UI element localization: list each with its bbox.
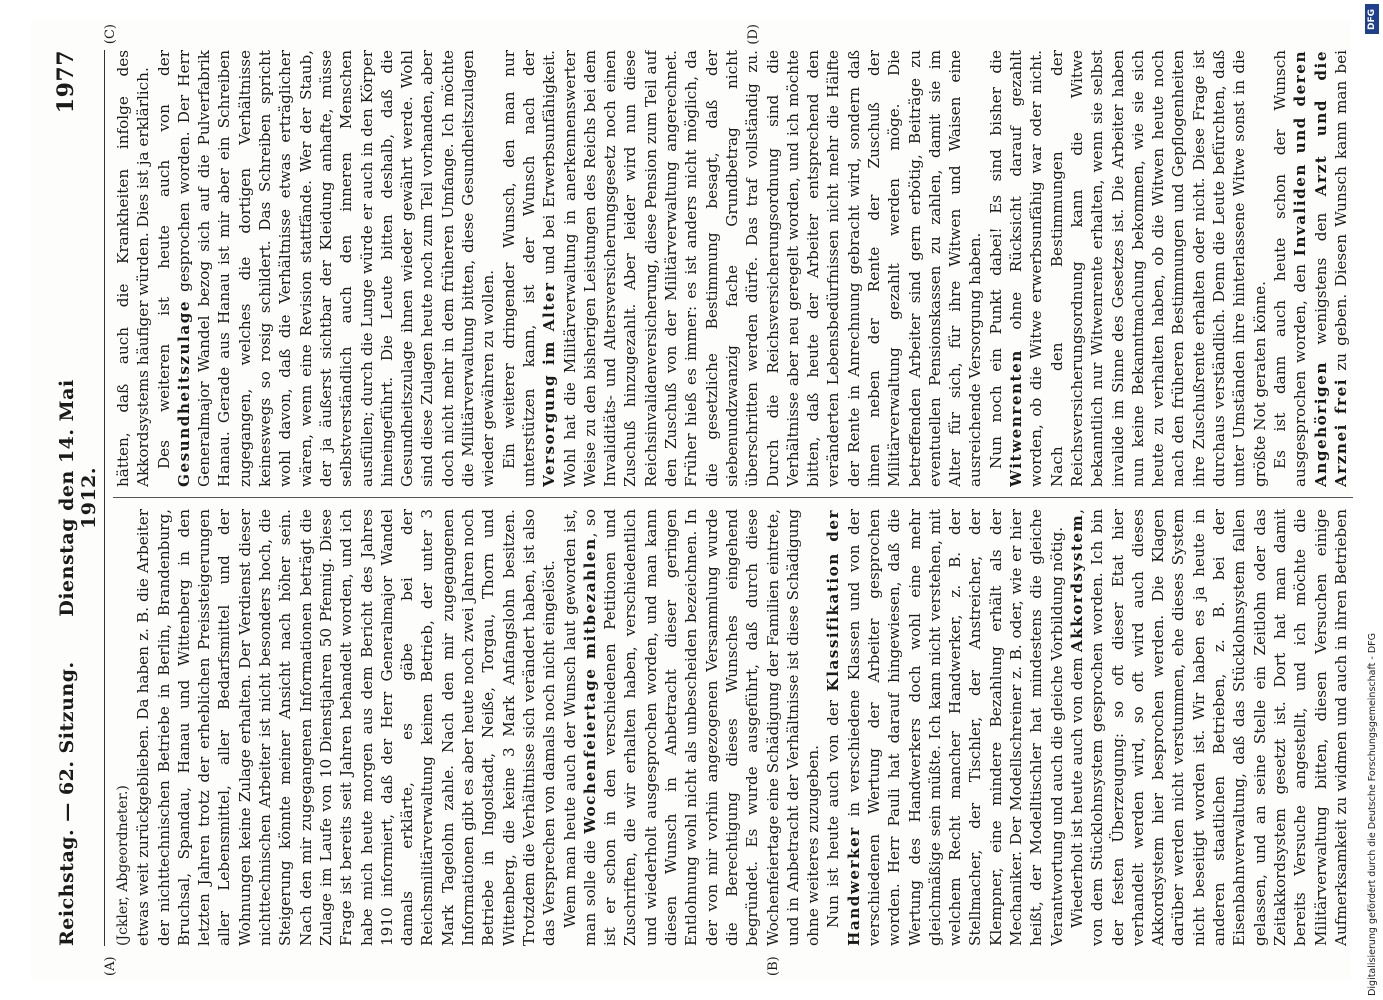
rotated-scanned-page: [31, 20, 1351, 980]
paragraph: Ein weiterer dringender Wunsch, den man nur unterstützen kann, ist der Wunsch nach der Versorgung im Alter und bei Erwerbsunfähigkeit. Wohl hat die Militärverwaltung in anerkennenswerter Weise zu den bisherigen Leistungen des Reichs bei dem Invaliditäts- und Altersversicherungsgesetz noch einen Zuschuß hinzugezahlt. Aber leider wird nun diese Reichsinvalidenversicherung, diese Pension zum Teil auf den Zuschuß von der Militärverwaltung angerechnet. Früher hieß es immer: es ist anders nicht möglich, da die gesetzliche Bestimmung besagt, daß der siebenundzwanzig fache Grundbetrag nicht überschritten werden dürfe. Das traf vollständig zu. Durch die Reichsversicherungsordnung sind die Verhältnisse aber neu geregelt worden, und ich möchte bitten, daß heute der Arbeiter entsprechend den veränderten Lebensbedürfnissen nicht mehr die Hälfte der Rente in Anrechnung gebracht wird, sondern daß ihnen neben der Rente der Zuschuß der Militärverwaltung gezahlt werden möge. Die betreffenden Arbeiter sind gern erbötig, Beiträge zu eventuellen Pensionskassen zu zahlen, damit sie im Alter für sich, für ihre Witwen und Waisen eine ausreichende Versorgung haben.: [499, 50, 985, 487]
paragraph: Wiederholt ist heute auch von dem Akkordsystem, von dem Stücklohnsystem gesprochen worden. Ich bin der festen Überzeugung: so oft dieser Etat hier verhandelt werden wird, so oft wird auch dieses Akkordsystem hier besprochen werden. Die Klagen darüber werden nicht verstummen, ehe dieses System nicht beseitigt worden ist. Wir haben es ja heute in anderen staatlichen Betrieben, z. B. bei der Eisenbahnverwaltung, daß das Stücklohnsystem fallen gelassen, und an seine Stelle ein Zeitlohn oder das Zeitakkordsystem gesetzt ist. Dort hat man damit bereits Versuche angestellt, und ich möchte die Militärverwaltung bitten, diesen Versuchen einige Aufmerksamkeit zu widmen und auch in ihren Betrieben: [1067, 509, 1350, 946]
speaker-label: (Jckler, Abgeordneter.): [115, 785, 131, 946]
emphasis: Gesundheitszulage: [174, 300, 193, 487]
emphasis: Witwenrenten: [1007, 349, 1026, 487]
emphasis: Arzt und die Arznei frei: [1311, 50, 1350, 487]
paragraph: Wenn man heute auch der Wunsch laut geworden ist, man solle die Wochenfeiertage mitbezahlen, so ist er schon in den verschiedenen Petitionen und Zuschriften, die wir erhalten haben, verschiedentlich und wiederholt ausgesprochen worden, und man kann diesen Wunsch in Anbetracht dieser geringen Entlohnung wohl nicht als unbescheiden bezeichnen. In der von mir vorhin angezogenen Versammlung wurde die Berechtigung dieses Wunsches eingehend begründet. Es wurde ausgeführt, daß durch diese Wochenfeiertage eine Schädigung der Familien eintrete, und in Anbetracht der Verhältnisse ist diese Schädigung ohne weiteres zuzugeben.: [560, 509, 823, 946]
text-columns: [113, 50, 1353, 946]
paragraph: Des weiteren ist heute auch von der Gesundheitszulage gesprochen worden. Der Herr Generalmajor Wandel bezog sich auf die Pulverfabrik Hanau. Gerade aus Hanau ist mir aber ein Schreiben zugegangen, welches die dortigen Verhältnisse keineswegs so rosig schildert. Das Schreiben spricht wohl davon, daß die Verhältnisse etwas erträglicher wären, wenn eine Revision stattfände. Wer der Staub, der ja äußerst sichtbar der Kleidung anhafte, müsse selbstverständlich auch den inneren Menschen ausfüllen; durch die Lunge würde er auch in den Körper hineingeführt. Die Leute bitten deshalb, daß die Gesundheitszulage ihnen wieder gewährt werde. Wohl sind diese Zulagen heute noch zum Teil vorhanden, aber doch nicht mehr in dem früheren Umfange. Ich möchte die Militärverwaltung bitten, diese Gesundheitszulagen wieder gewähren zu wollen.: [154, 50, 498, 487]
margin-marker-a: (A): [103, 956, 118, 976]
digitization-credit: Digitalisierung gefördert durch die Deutsche Forschungsgemeinschaft - DFG: [1366, 633, 1378, 996]
left-column: [113, 509, 1353, 946]
emphasis: Klassifikation der Handwerker: [824, 509, 863, 946]
page-number: 1977: [53, 49, 79, 114]
dfg-logo: DFG: [1365, 4, 1379, 34]
paragraph: Nun noch ein Punkt dabei! Es sind bisher die Witwenrenten ohne Rücksicht darauf gezahlt worden, ob die Witwe erwerbsunfähig war oder nicht. Nach den Bestimmungen der Reichsversicherungsordnung kann die Witwe bekanntlich nur Witwenrente erhalten, wenn sie selbst invalide im Sinne des Gesetzes ist. Die Arbeiter haben nun keine Bekanntmachung bekommen, wie sie sich heute zu verhalten haben, ob die Witwen heute noch nach den früheren Bestimmungen und Gepflogenheiten ihre Zuschußrente erhalten oder nicht. Diese Frage ist durchaus verständlich. Denn die Leute befürchten, daß unter Umständen ihre hinterlassene Witwe sonst in die größte Not geraten könne.: [986, 50, 1269, 487]
paragraph: Nun ist heute auch von der Klassifikation der Handwerker in verschiedene Klassen und von der verschiedenen Wertung der Arbeiter gesprochen worden. Herr Pauli hat darauf hingewiesen, daß die Wertung des Handwerkers doch wohl eine mehr gleichmäßige sein müßte. Ich kann nicht verstehen, mit welchem Recht mancher Handwerker, z. B. der Stellmacher, der Tischler, der Anstreicher, der Klempner, eine mindere Bezahlung erhält als der Mechaniker. Der Modellschreiner z. B. oder, wie er hier heißt, der Modelltischler hat mindestens die gleiche Verantwortung und auch die gleiche Vorbildung nötig.: [824, 509, 1066, 946]
emphasis: Wochenfeiertage mitbezahlen: [580, 537, 599, 834]
emphasis: Versorgung im Alter: [540, 281, 559, 487]
margin-marker-c: (C): [103, 24, 118, 45]
paragraph: hätten, daß auch die Krankheiten infolge des Akkordsystems häufiger würden. Dies ist ja erklärlich.: [114, 50, 153, 487]
emphasis: Invaliden und deren Angehörigen: [1291, 50, 1330, 487]
paragraph: etwas weit zurückgeblieben. Da haben z. B. die Arbeiter der nichttechnischen Betriebe in Berlin, Brandenburg, Bruchsal, Spandau, Hanau und Wittenberg in den letzten Jahren trotz der erheblichen Preissteigerungen aller Lebensmittel, aller Bedarfsmittel und der Wohnungen keine Zulage erhalten. Der Verdienst dieser nichttechnischen Arbeiter ist nicht besonders hoch, die Steigerung könnte meiner Ansicht nach höher sein. Nach den mir zugegangenen Informationen beträgt die Zulage im Laufe von 10 Dienstjahren 50 Pfennig. Diese Frage ist bereits seit Jahren behandelt worden, und ich habe mich heute morgen aus dem Bericht des Jahres 1910 informiert, daß der Herr Generalmajor Wandel damals erklärte, es gäbe bei der Reichsmilitärverwaltung keinen Betrieb, der unter 3 Mark Tagelohn zahle. Nach den mir zugegangenen Informationen gibt es aber heute noch zwei Jahren noch Betriebe in Ingolstadt, Neiße, Torgau, Thorn und Wittenberg, die keine 3 Mark Anfangslohn besitzen. Trotzdem die Verhältnisse sich verändert haben, ist also das Versprechen von damals noch nicht eingelöst.: [134, 509, 559, 946]
margin-marker-d: (D): [746, 24, 761, 45]
right-column: [113, 50, 1353, 487]
emphasis: Akkordsystem: [1067, 513, 1086, 653]
page-header: [53, 50, 105, 946]
paragraph: Es ist dann auch heute schon der Wunsch ausgesprochen worden, den Invaliden und deren Angehörigen wenigstens den Arzt und die Arznei frei zu geben. Diesen Wunsch kann man bei: [1270, 50, 1350, 487]
header-date: Dienstag den 14. Mai 1912.: [56, 379, 100, 617]
margin-marker-b: (B): [766, 956, 781, 976]
column-divider: [113, 497, 1353, 498]
digitization-note: [1363, 4, 1381, 996]
header-session: Reichstag. — 62. Sitzung.: [56, 661, 78, 946]
